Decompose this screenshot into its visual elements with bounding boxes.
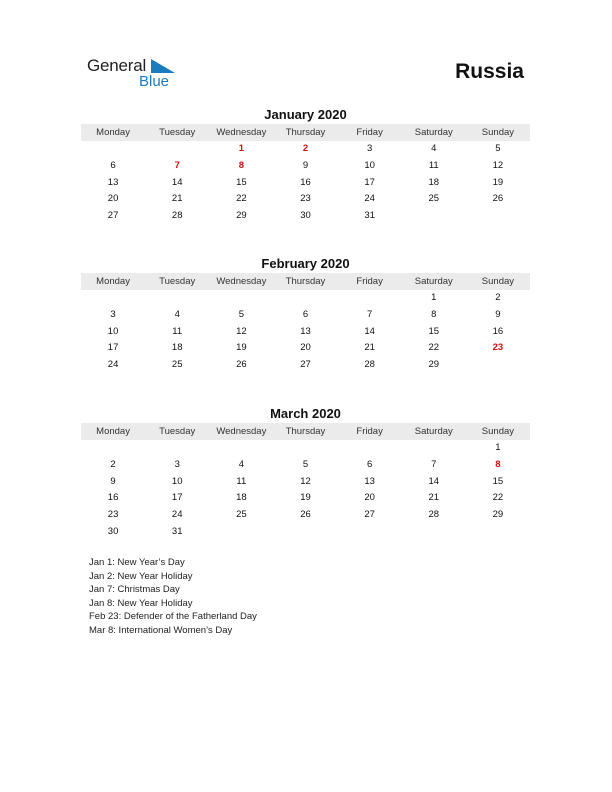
day-cell: 17 [171,492,183,504]
day-cell [402,524,466,541]
month-calendar-february [81,256,530,374]
day-cell: 22 [428,342,440,354]
holiday-item: Mar 8: International Women’s Day [89,624,233,636]
week-row [81,290,530,307]
weekday-header-row [81,124,530,141]
holiday-item: Jan 8: New Year Holiday [89,597,193,609]
weekday-header-row [81,423,530,440]
day-cell: 8 [238,159,244,171]
day-cell: 16 [492,325,504,337]
week-row [81,524,530,541]
day-cell: 1 [495,442,501,453]
day-cell: 10 [364,159,375,171]
day-cell: 1 [431,292,437,303]
day-cell: 7 [174,159,180,171]
day-cell: 21 [364,342,375,354]
holiday-list [89,556,257,637]
day-cell: 14 [428,475,440,487]
day-cell: 8 [431,308,437,320]
day-cell: 9 [302,159,309,171]
weekday-label: Monday [96,127,130,138]
day-cell: 27 [300,359,311,371]
weekday-label: Saturday [414,426,453,437]
day-cell: 12 [492,159,504,171]
logo-triangle-icon [151,59,175,73]
day-cell [402,208,466,225]
day-cell [81,440,145,457]
day-cell: 23 [107,509,119,521]
weekday-label: Monday [96,276,130,287]
day-cell: 12 [300,475,311,487]
day-cell: 12 [236,325,247,337]
day-cell: 6 [302,308,309,320]
holiday-item: Feb 23: Defender of the Fatherland Day [89,611,257,622]
day-cell: 29 [492,509,504,521]
day-cell: 24 [364,193,375,205]
weekday-header-row [81,273,530,290]
day-cell: 1 [238,143,244,154]
day-cell: 13 [364,475,375,487]
day-cell: 18 [236,492,247,504]
day-cell: 4 [431,143,437,154]
week-row [81,191,530,208]
day-cell: 5 [238,308,244,320]
day-cell: 13 [300,325,311,337]
week-row [81,440,530,457]
week-row [81,141,530,158]
day-cell: 7 [366,308,373,320]
day-cell: 18 [171,342,183,354]
weekday-label: Saturday [414,276,453,287]
month-calendar-january [81,107,530,225]
country-title: Russia [455,60,524,83]
day-cell: 9 [495,308,501,320]
day-cell: 24 [171,509,183,521]
day-cell: 4 [238,458,244,470]
day-cell: 10 [171,475,183,487]
day-cell: 14 [171,176,183,188]
day-cell: 10 [107,325,119,337]
day-cell: 23 [492,342,504,354]
day-cell: 31 [171,525,183,537]
day-cell: 31 [364,210,375,222]
day-cell [338,290,402,307]
day-cell: 20 [364,492,375,504]
day-cell: 24 [107,359,119,371]
weekday-label: Sunday [481,276,515,287]
day-cell [145,290,209,307]
week-row [81,324,530,341]
month-calendar-march [81,406,530,541]
day-cell: 20 [107,193,119,205]
week-row [81,357,530,374]
day-cell: 3 [366,143,373,154]
day-cell: 20 [300,342,311,354]
day-cell: 3 [174,458,180,470]
week-row [81,457,530,474]
weekday-label: Friday [356,276,383,287]
day-cell: 18 [428,176,440,188]
day-cell [402,440,466,457]
day-cell: 30 [300,210,311,222]
day-cell [338,524,402,541]
day-cell: 21 [171,193,183,205]
day-cell: 3 [110,308,116,320]
generalblue-logo [87,56,187,92]
day-cell [273,440,337,457]
day-cell: 22 [492,492,504,504]
month-title: February 2020 [261,256,350,271]
day-cell [466,208,530,225]
weekday-label: Friday [356,127,383,138]
day-cell: 11 [236,475,247,487]
day-cell [209,440,273,457]
day-cell: 16 [107,492,119,504]
day-cell: 15 [236,176,247,188]
day-cell: 6 [366,458,373,470]
month-title: March 2020 [270,406,341,421]
day-cell: 19 [300,492,311,504]
day-cell [145,440,209,457]
day-cell: 25 [428,193,440,205]
day-cell: 2 [302,143,309,154]
day-cell: 7 [431,458,437,470]
day-cell: 21 [428,492,440,504]
day-cell: 25 [236,509,247,521]
day-cell: 15 [428,325,440,337]
day-cell: 26 [300,509,311,521]
day-cell [273,524,337,541]
day-cell: 28 [364,359,375,371]
day-cell: 30 [107,525,119,537]
day-cell [209,524,273,541]
weekday-label: Tuesday [159,276,196,287]
day-cell: 2 [495,292,501,303]
day-cell: 26 [492,193,504,205]
day-cell: 27 [364,509,375,521]
week-row [81,507,530,524]
day-cell: 6 [110,159,116,171]
day-cell [273,290,337,307]
holiday-item: Jan 1: New Year’s Day [89,557,185,568]
day-cell: 19 [236,342,247,354]
day-cell: 28 [171,210,183,222]
weekday-label: Sunday [481,127,515,138]
day-cell: 27 [107,210,119,222]
weekday-label: Tuesday [159,127,196,138]
month-title: January 2020 [264,107,347,122]
day-cell: 5 [495,143,501,154]
logo-word-general: General [87,56,147,75]
day-cell: 15 [492,475,504,487]
weekday-label: Wednesday [216,276,267,287]
weekday-label: Saturday [414,127,453,138]
week-row [81,175,530,192]
week-row [81,474,530,491]
week-row [81,208,530,225]
day-cell: 5 [302,458,309,470]
day-cell: 13 [107,176,119,188]
day-cell: 4 [174,308,180,320]
weekday-label: Monday [96,426,130,437]
weekday-label: Thursday [285,426,326,437]
weekday-label: Tuesday [159,426,196,437]
holiday-item: Jan 7: Christmas Day [89,584,180,595]
weekday-label: Thursday [285,127,326,138]
day-cell: 29 [236,210,247,222]
day-cell [81,290,145,307]
day-cell: 17 [107,342,119,354]
day-cell: 25 [171,359,183,371]
day-cell [466,357,530,374]
day-cell: 19 [492,176,504,188]
day-cell: 9 [110,475,116,487]
day-cell: 16 [300,176,311,188]
day-cell: 14 [364,325,375,337]
day-cell [209,290,273,307]
day-cell [81,141,145,158]
day-cell: 2 [110,458,116,470]
day-cell [338,440,402,457]
week-row [81,307,530,324]
logo-word-blue: Blue [139,73,170,90]
day-cell: 17 [364,176,375,188]
holiday-item: Jan 2: New Year Holiday [89,570,193,582]
day-cell [145,141,209,158]
week-row [81,158,530,175]
day-cell [466,524,530,541]
day-cell: 28 [428,509,440,521]
weekday-label: Wednesday [216,127,267,138]
weekday-label: Thursday [285,276,326,287]
day-cell: 23 [300,193,311,205]
day-cell: 8 [495,458,501,470]
weekday-label: Wednesday [216,426,267,437]
day-cell: 11 [172,325,183,337]
weekday-label: Friday [356,426,383,437]
day-cell: 26 [236,359,247,371]
day-cell: 22 [236,193,247,205]
day-cell: 29 [428,359,440,371]
week-row [81,340,530,357]
week-row [81,490,530,507]
weekday-label: Sunday [481,426,515,437]
day-cell: 11 [428,159,439,171]
